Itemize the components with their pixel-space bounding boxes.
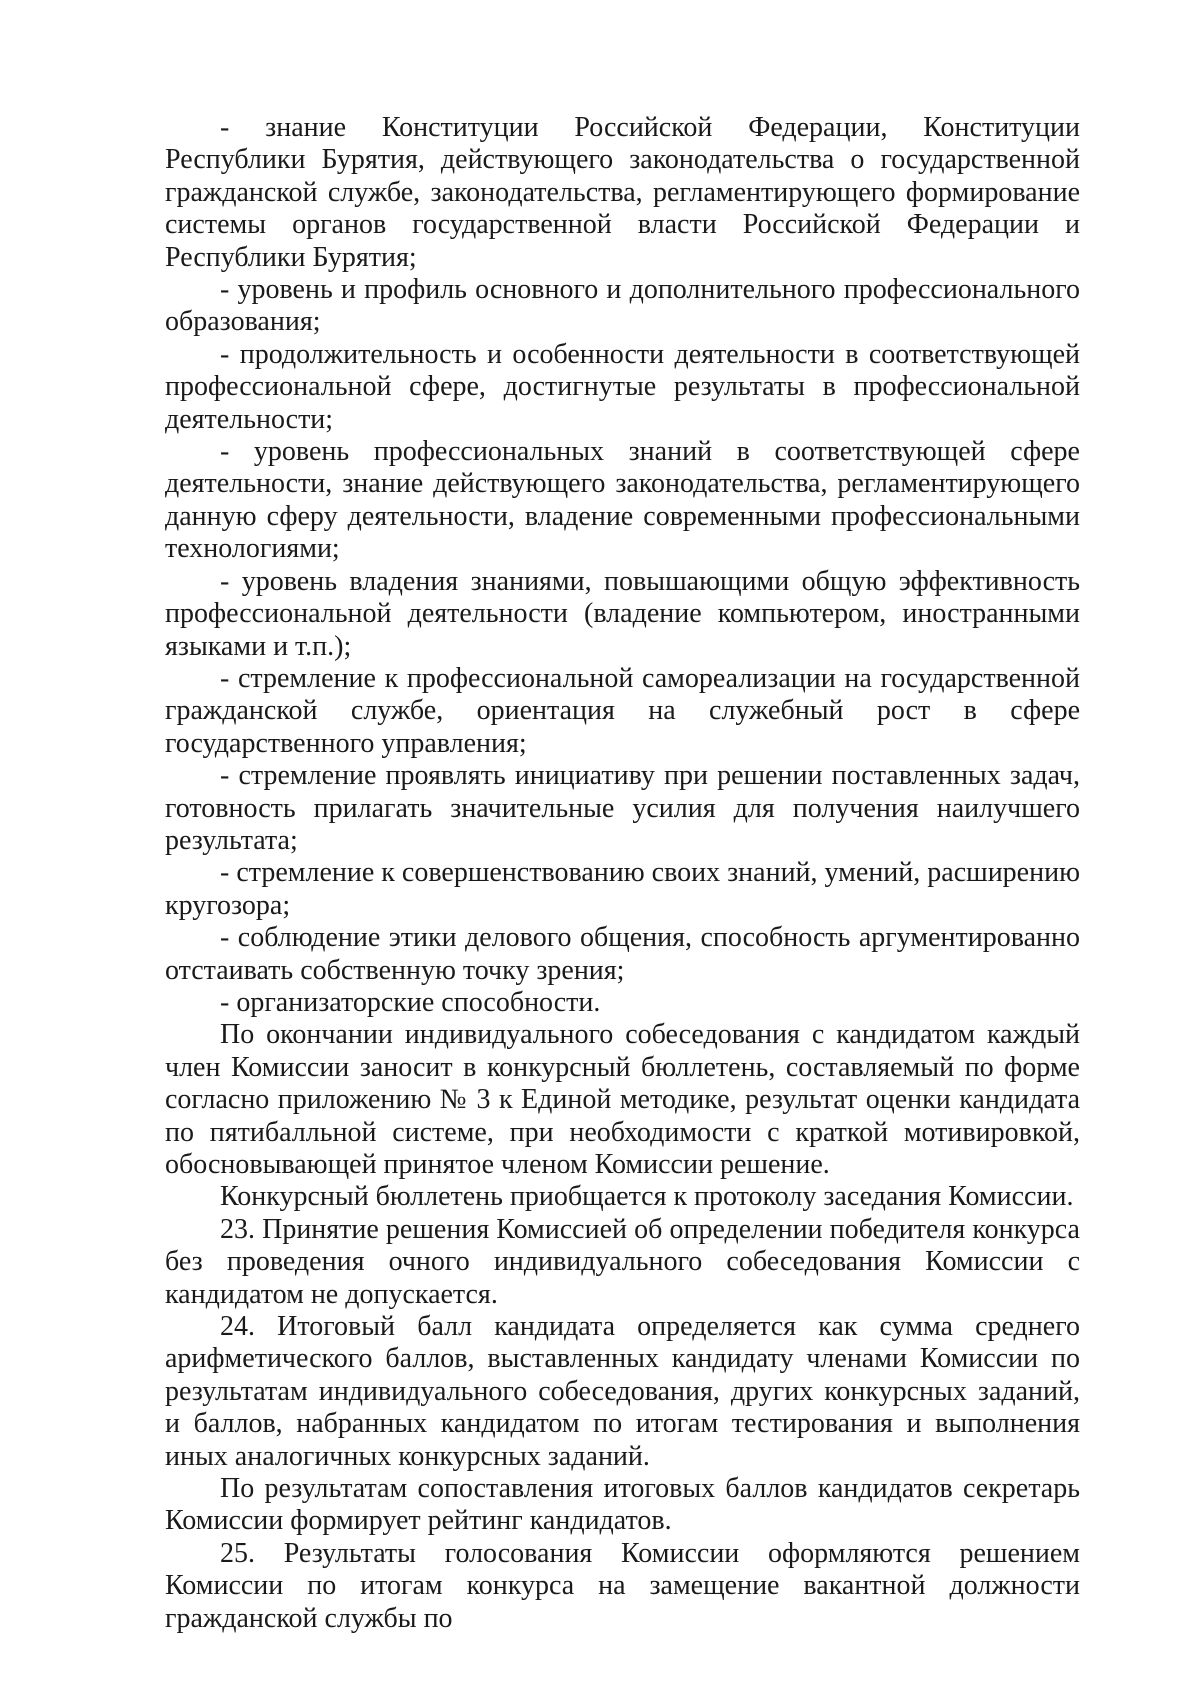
paragraph-professional-knowledge: - уровень профессиональных знаний в соответствующей сфере деятельности, знание действующего законодательства, регламентирующего данную сферу деятельности, владение современными профессиональными технологиями; [165,436,1080,565]
paragraph-business-ethics: - соблюдение этики делового общения, способность аргументированно отстаивать собственную точку зрения; [165,922,1080,986]
paragraph-education-level: - уровень и профиль основного и дополнительного профессионального образования; [165,274,1080,338]
paragraph-clause-25: 25. Результаты голосования Комиссии оформляются решением Комиссии по итогам конкурса на замещение вакантной должности гражданской службы по [165,1537,1080,1634]
paragraph-clause-23: 23. Принятие решения Комиссией об определении победителя конкурса без проведения очного индивидуального собеседования Комиссии с кандидатом не допускается. [165,1213,1080,1310]
paragraph-experience-duration: - продолжительность и особенности деятельности в соответствующей профессиональной сфере, достигнутые результаты в профессиональной деятельности; [165,338,1080,435]
paragraph-self-realization: - стремление к профессиональной самореализации на государственной гражданской службе, ориентация на служебный рост в сфере государственного управления; [165,662,1080,759]
paragraph-self-improvement: - стремление к совершенствованию своих знаний, умений, расширению кругозора; [165,857,1080,921]
paragraph-organizational-skills: - организаторские способности. [220,986,601,1018]
paragraph-knowledge-constitution: - знание Конституции Российской Федерации, Конституции Республики Бурятия, действующего законодательства о государственной гражданской службе, законодательства, регламентирующего формирование системы органов государственной власти Российской Федерации и Республики Бурятия; [165,112,1080,273]
paragraph-initiative: - стремление проявлять инициативу при решении поставленных задач, готовность прилагать значительные усилия для получения наилучшего результата; [165,760,1080,856]
paragraph-clause-24: 24. Итоговый балл кандидата определяется как сумма среднего арифметического баллов, выставленных кандидату членами Комиссии по результатам индивидуального собеседования, других конкурсных заданий, и баллов, набранных кандидатом по итогам тестирования и выполнения иных аналогичных конкурсных заданий. [165,1311,1080,1472]
paragraph-rating: По результатам сопоставления итоговых баллов кандидатов секретарь Комиссии формирует рейтинг кандидатов. [165,1473,1080,1537]
paragraph-ballot-attached: Конкурсный бюллетень приобщается к протоколу заседания Комиссии. [220,1181,1074,1213]
paragraph-efficiency-skills: - уровень владения знаниями, повышающими общую эффективность профессиональной деятельности (владение компьютером, иностранными языками и т.п.); [165,565,1080,662]
paragraph-ballot-entry: По окончании индивидуального собеседования с кандидатом каждый член Комиссии заносит в конкурсный бюллетень, составляемый по форме согласно приложению № 3 к Единой методике, результат оценки кандидата по пятибалльной системе, при необходимости с краткой мотивировкой, обосновывающей принятое членом Комиссии решение. [165,1019,1080,1180]
